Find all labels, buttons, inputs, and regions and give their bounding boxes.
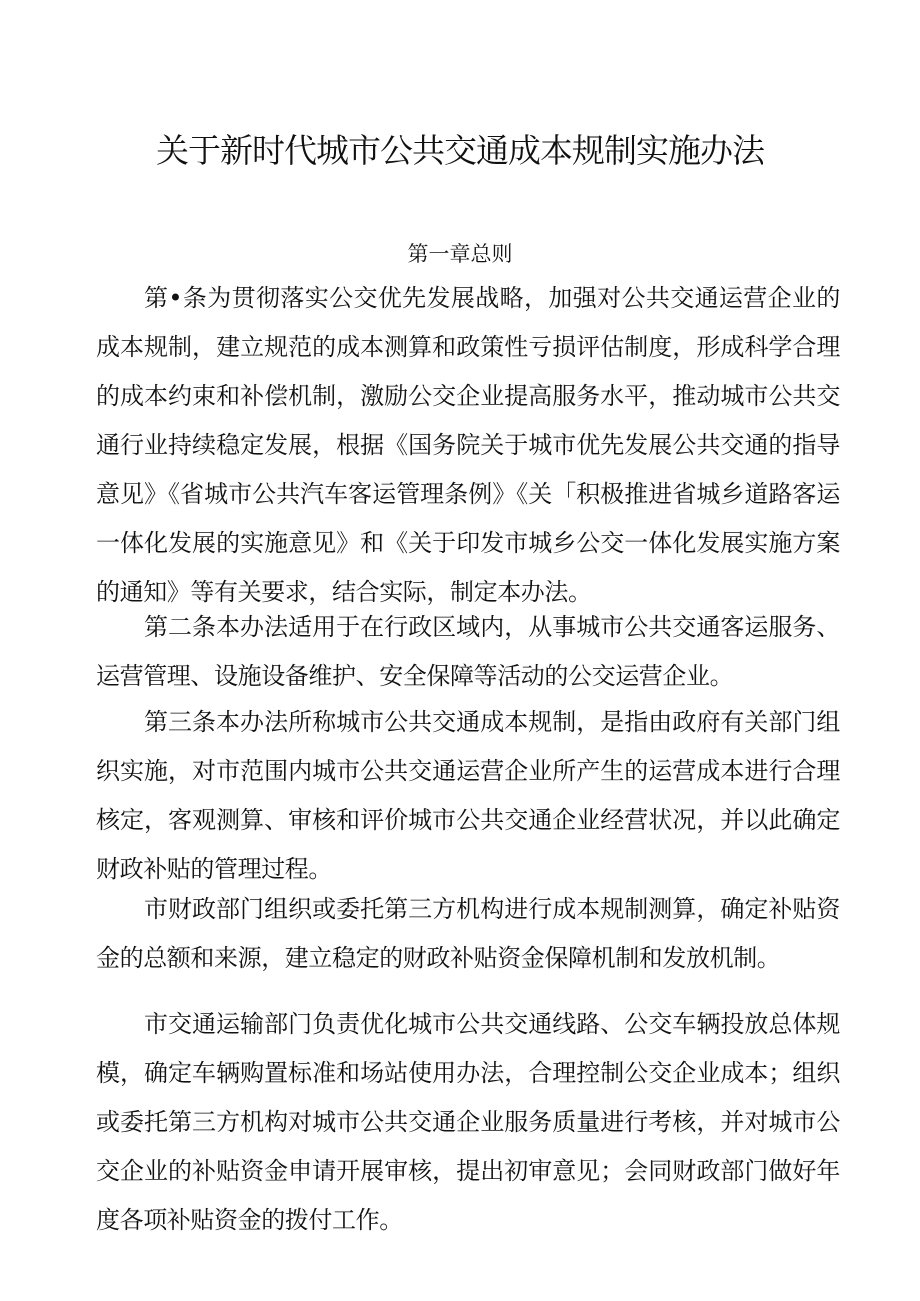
article-1-paragraph: 第•条为贯彻落实公交优先发展战略，加强对公共交通运营企业的成本规制，建立规范的成本测算和政策性亏损评估制度，形成科学合理的成本约束和补偿机制，激励公交企业提高服务水平，推动城市公共交通行业持续稳定发展，根据《国务院关于城市优先发展公共交通的指导意见》《省城市公共汽车客运管理条例》《关「积极推进省城乡道路客运一体化发展的实施意见》和《关于印发市城乡公交一体化发展实施方案的通知》等有关要求，结合实际，制定本办法。 bbox=[96, 284, 840, 606]
finance-dept-paragraph: 市财政部门组织或委托第三方机构进行成本规制测算，确定补贴资金的总额和来源，建立稳定的财政补贴资金保障机制和发放机制。 bbox=[96, 895, 840, 972]
article-2-paragraph: 第二条本办法适用于在行政区域内，从事城市公共交通客运服务、运营管理、设施设备维护、安全保障等活动的公交运营企业。 bbox=[96, 613, 840, 690]
chapter-heading: 第一章总则 bbox=[407, 242, 513, 266]
transport-dept-paragraph: 市交通运输部门负责优化城市公共交通线路、公交车辆投放总体规模，确定车辆购置标准和场站使用办法，合理控制公交企业成本；组织或委托第三方机构对城市公共交通企业服务质量进行考核，并对城市公交企业的补贴资金申请开展审核，提出初审意见；会同财政部门做好年度各项补贴资金的拨付工作。 bbox=[96, 1010, 840, 1234]
document-title: 关于新时代城市公共交通成本规制实施办法 bbox=[156, 131, 764, 170]
article-3-paragraph: 第三条本办法所称城市公共交通成本规制，是指由政府有关部门组织实施，对市范围内城市公共交通运营企业所产生的运营成本进行合理核定，客观测算、审核和评价城市公共交通企业经营状况，并以此确定财政补贴的管理过程。 bbox=[96, 708, 840, 883]
